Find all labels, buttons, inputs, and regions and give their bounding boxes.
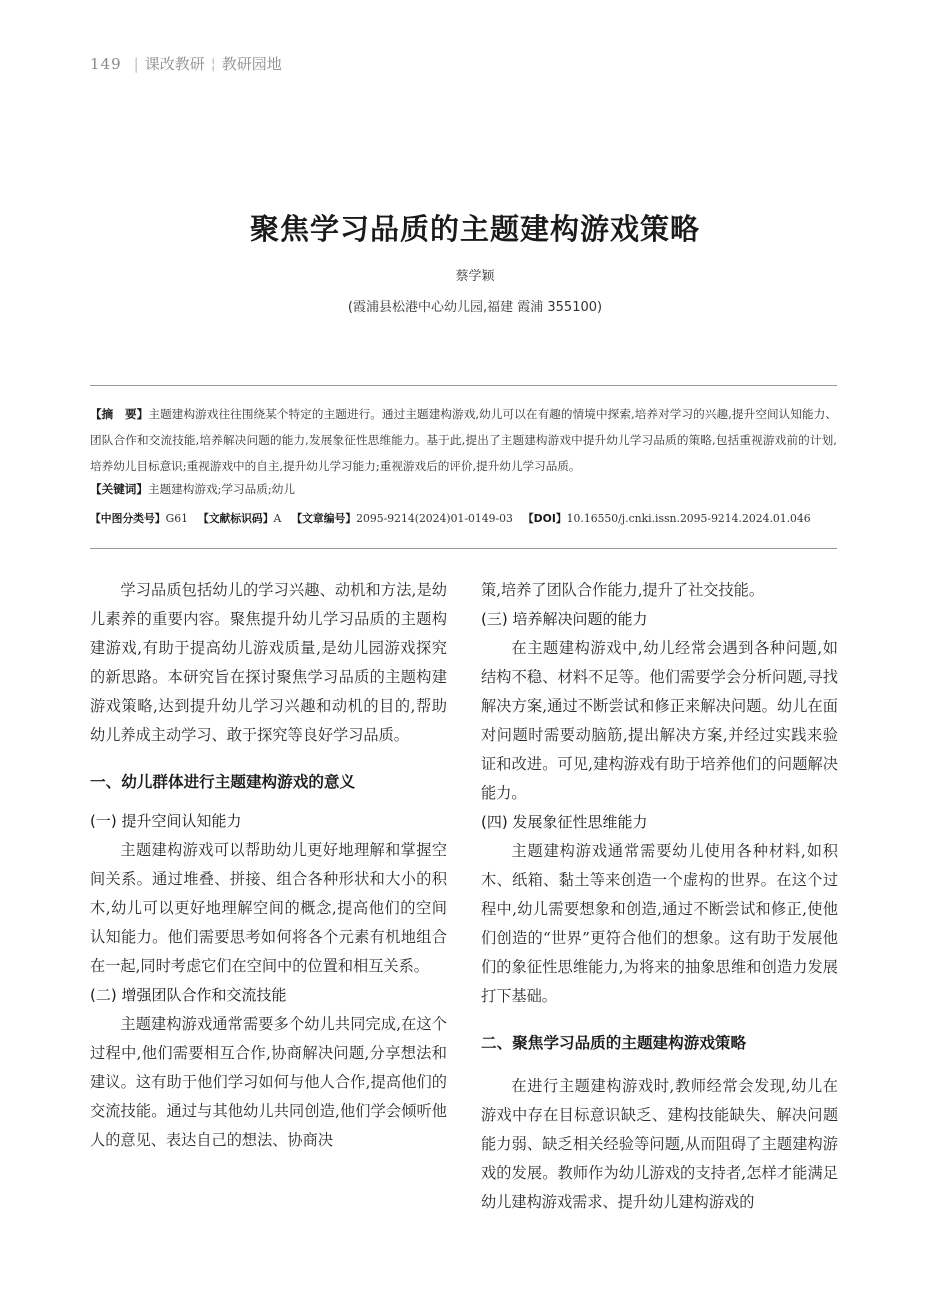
section-1-2-continuation: 策,培养了团队合作能力,提升了社交技能。 bbox=[481, 581, 765, 599]
page-number: 149 bbox=[90, 55, 122, 73]
left-column bbox=[90, 576, 447, 1155]
header-divider: | bbox=[133, 55, 139, 73]
author: 蔡学颖 bbox=[455, 269, 495, 284]
top-rule bbox=[90, 385, 837, 386]
header-section: 课改教研 bbox=[144, 55, 205, 73]
keywords-label: 【关键词】 bbox=[90, 482, 148, 496]
header-subsection: 教研园地 bbox=[221, 55, 282, 73]
keywords bbox=[90, 481, 295, 497]
section-1-4-heading: (四) 发展象征性思维能力 bbox=[481, 813, 648, 831]
section-1-2-heading: (二) 增强团队合作和交流技能 bbox=[90, 986, 287, 1004]
bottom-rule bbox=[90, 548, 837, 549]
intro-paragraph: 学习品质包括幼儿的学习兴趣、动机和方法,是幼儿素养的重要内容。聚焦提升幼儿学习品质的主题构建游戏,有助于提高幼儿游戏质量,是幼儿园游戏探究的新思路。本研究旨在探讨聚焦学习品质的主题构建游戏策略,达到提升幼儿学习兴趣和动机的目的,帮助幼儿养成主动学习、敢于探究等良好学习品质。 bbox=[90, 581, 447, 744]
section-1-3-heading: (三) 培养解决问题的能力 bbox=[481, 610, 648, 628]
clc-value: G61 bbox=[165, 512, 188, 525]
section-1-heading: 一、幼儿群体进行主题建构游戏的意义 bbox=[90, 773, 356, 791]
abstract bbox=[90, 401, 837, 479]
keywords-text: 主题建构游戏;学习品质;幼儿 bbox=[147, 482, 295, 496]
section-1-2-paragraph: 主题建构游戏通常需要多个幼儿共同完成,在这个过程中,他们需要相互合作,协商解决问题,分享想法和建议。这有助于他们学习如何与他人合作,提高他们的交流技能。通过与其他幼儿共同创造,他们学会倾听他人的意见、表达自己的想法、协商决 bbox=[90, 1015, 447, 1149]
section-1-1-paragraph: 主题建构游戏可以帮助幼儿更好地理解和掌握空间关系。通过堆叠、拼接、组合各种形状和大小的积木,幼儿可以更好地理解空间的概念,提高他们的空间认知能力。他们需要思考如何将各个元素有机地组合在一起,同时考虑它们在空间中的位置和相互关系。 bbox=[90, 841, 447, 975]
article-number-label: 【文章编号】 bbox=[291, 512, 357, 525]
header-divider-dotted: ¦ bbox=[210, 55, 216, 73]
section-1-4-paragraph: 主题建构游戏通常需要幼儿使用各种材料,如积木、纸箱、黏土等来创造一个虚构的世界。在这个过程中,幼儿需要想象和创造,通过不断尝试和修正,使他们创造的“世界”更符合他们的想象。这有助于发展他们的象征性思维能力,为将来的抽象思维和创造力发展打下基础。 bbox=[481, 842, 838, 1005]
section-1-3-paragraph: 在主题建构游戏中,幼儿经常会遇到各种问题,如结构不稳、材料不足等。他们需要学会分析问题,寻找解决方案,通过不断尝试和修正来解决问题。幼儿在面对问题时需要动脑筋,提出解决方案,并经过实践来验证和改进。可见,建构游戏有助于培养他们的问题解决能力。 bbox=[481, 639, 838, 802]
abstract-label: 【摘 要】 bbox=[90, 407, 149, 421]
affiliation: (霞浦县松港中心幼儿园,福建 霞浦 355100) bbox=[347, 300, 603, 315]
article-number-value: 2095-9214(2024)01-0149-03 bbox=[356, 512, 513, 525]
article-meta bbox=[90, 511, 837, 526]
right-column bbox=[481, 576, 838, 1217]
article-title: 聚焦学习品质的主题建构游戏策略 bbox=[249, 212, 700, 246]
clc-label: 【中图分类号】 bbox=[90, 512, 166, 525]
doi-label: 【DOI】 bbox=[522, 512, 567, 525]
section-1-1-heading: (一) 提升空间认知能力 bbox=[90, 812, 242, 830]
doc-code-label: 【文献标识码】 bbox=[197, 512, 274, 525]
doc-code-value: A bbox=[273, 512, 282, 525]
doi-value: 10.16550/j.cnki.issn.2095-9214.2024.01.046 bbox=[566, 512, 811, 525]
section-2-heading: 二、聚焦学习品质的主题建构游戏策略 bbox=[481, 1034, 747, 1052]
section-2-paragraph: 在进行主题建构游戏时,教师经常会发现,幼儿在游戏中存在目标意识缺乏、建构技能缺失、解决问题能力弱、缺乏相关经验等问题,从而阻碍了主题建构游戏的发展。教师作为幼儿游戏的支持者,怎样才能满足幼儿建构游戏需求、提升幼儿建构游戏的 bbox=[481, 1077, 838, 1211]
running-header bbox=[90, 53, 282, 74]
abstract-text: 主题建构游戏往往围绕某个特定的主题进行。通过主题建构游戏,幼儿可以在有趣的情境中探索,培养对学习的兴趣,提升空间认知能力、团队合作和交流技能,培养解决问题的能力,发展象征性思维能力。基于此,提出了主题建构游戏中提升幼儿学习品质的策略,包括重视游戏前的计划,培养幼儿目标意识;重视游戏中的自主,提升幼儿学习能力;重视游戏后的评价,提升幼儿学习品质。 bbox=[90, 407, 837, 473]
